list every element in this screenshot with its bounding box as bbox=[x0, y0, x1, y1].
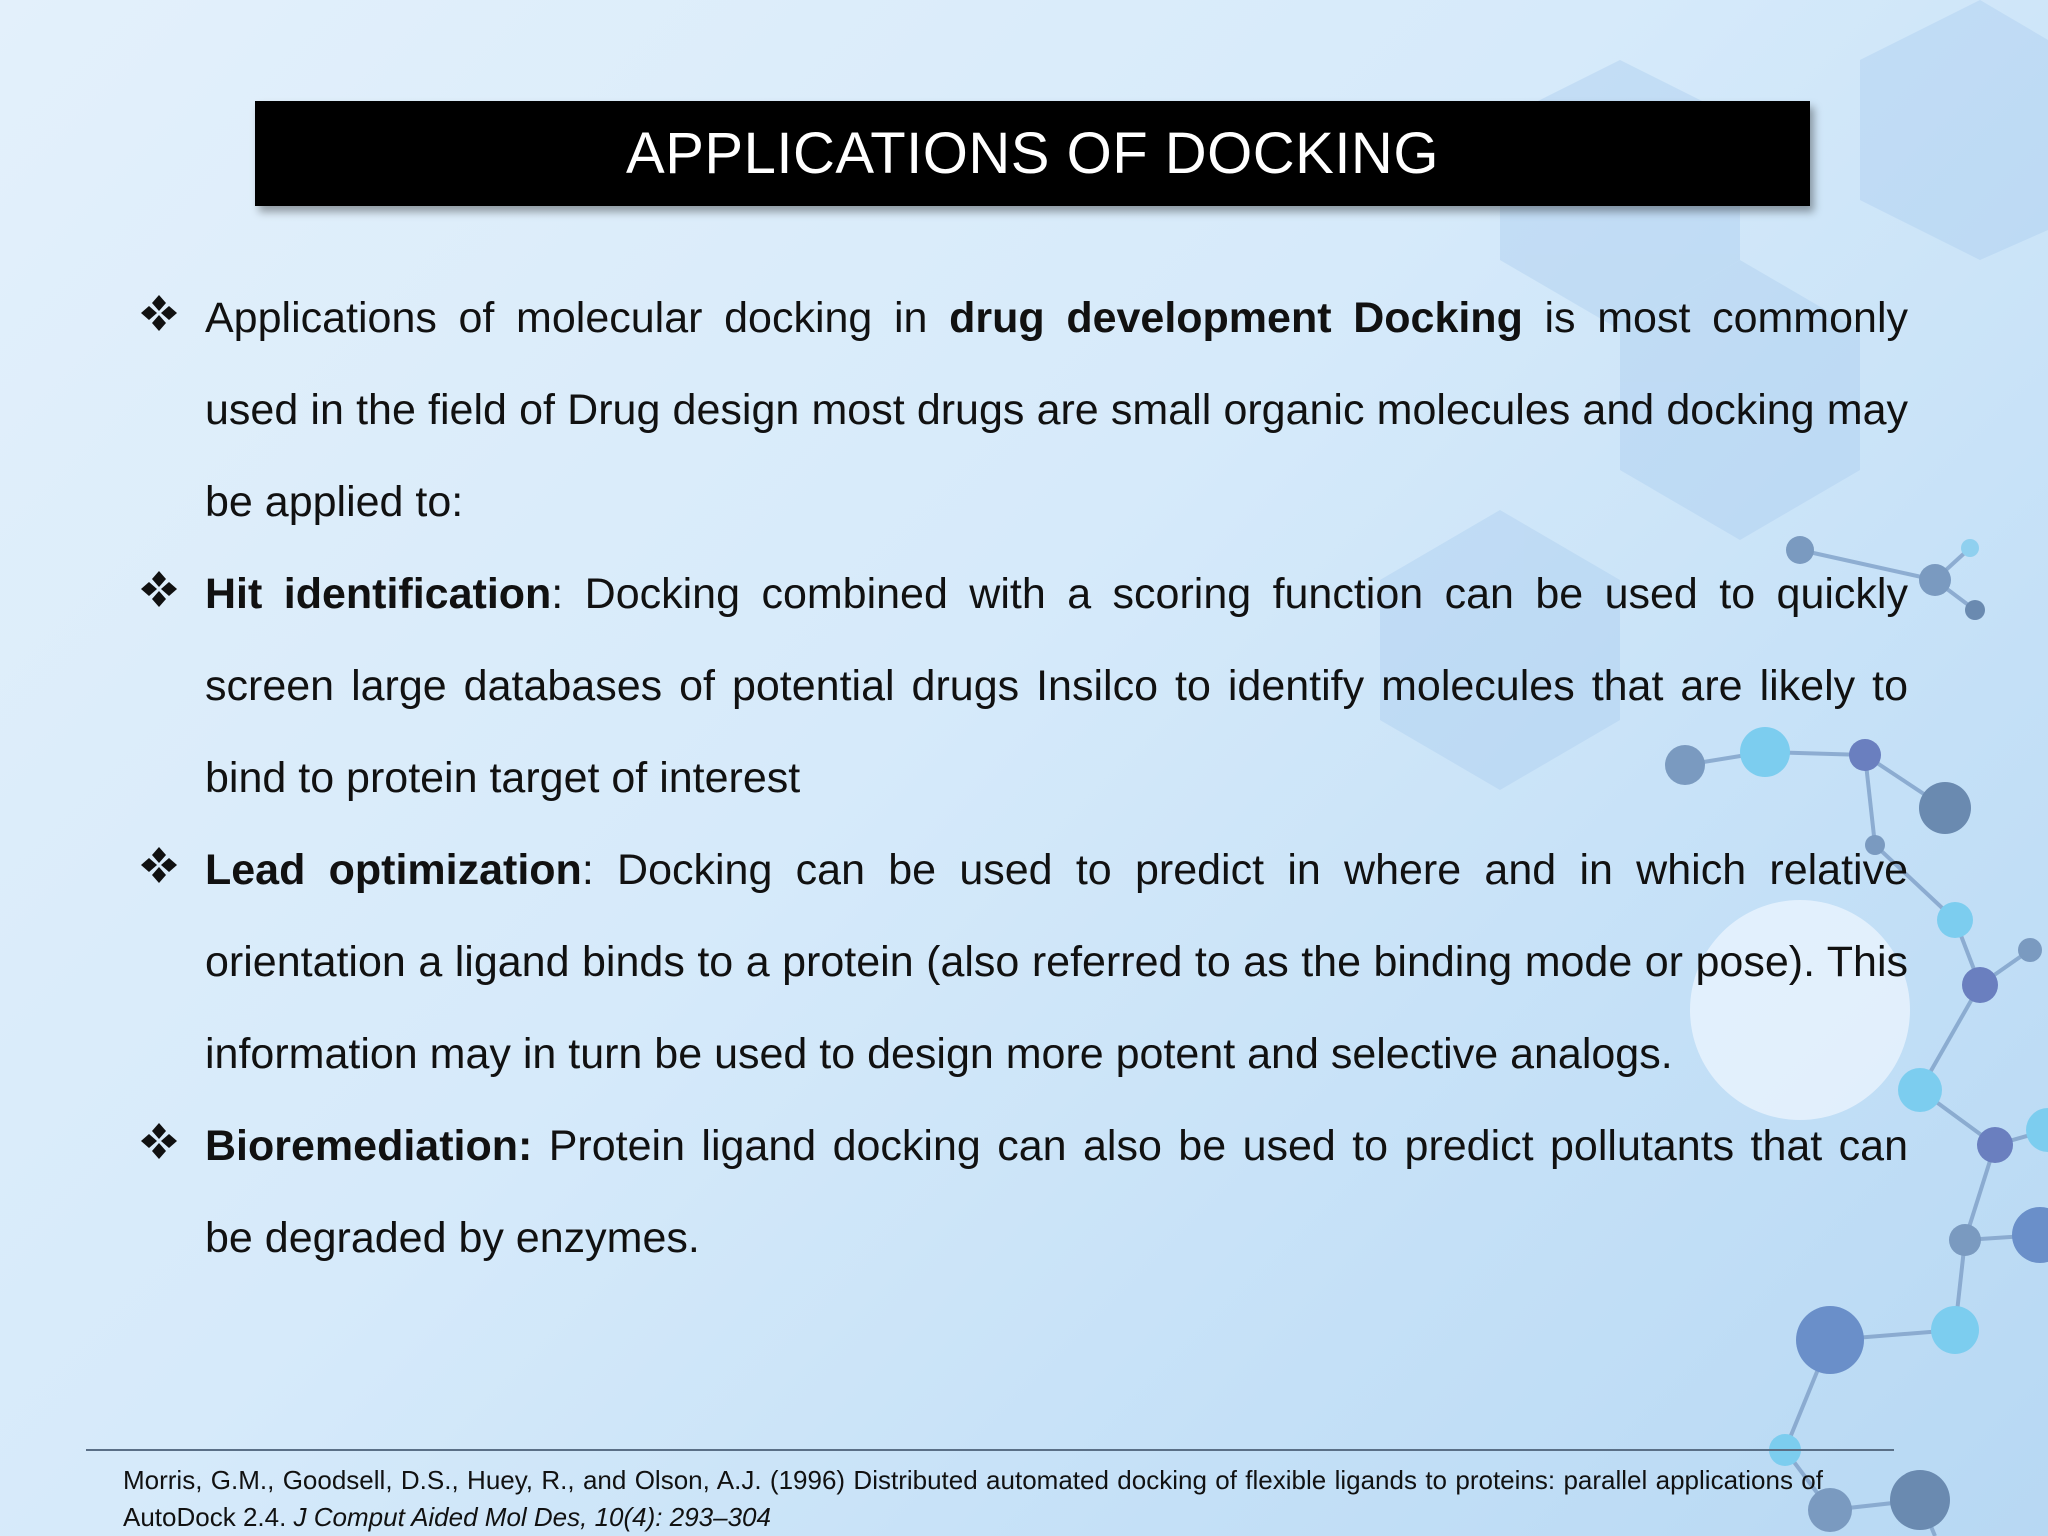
bullet-bold-term: drug development Docking bbox=[949, 294, 1523, 342]
bullet-text: Protein ligand docking can also be used to predict pollutants that can be degraded by enzymes. bbox=[205, 1122, 1908, 1262]
bullet-text: : Docking can be used to predict in where and in which relative orientation a ligand binds to a protein (also referred to as the binding mode or pose). This information may in turn be used to design more potent and selective analogs. bbox=[205, 846, 1908, 1078]
bullet-text: Applications of molecular docking in bbox=[205, 294, 950, 342]
diamond-bullet-icon bbox=[140, 294, 178, 332]
bullet-bold-term: Lead optimization bbox=[205, 846, 582, 894]
slide-title: APPLICATIONS OF DOCKING bbox=[626, 121, 1439, 186]
diamond-bullet-icon bbox=[140, 570, 178, 608]
diamond-bullet-icon bbox=[140, 1122, 178, 1160]
diamond-bullet-icon bbox=[140, 846, 178, 884]
citation-reference bbox=[123, 1462, 1823, 1536]
slide-title-bar bbox=[255, 101, 1810, 206]
bullet-bold-term: Bioremediation: bbox=[205, 1122, 533, 1170]
citation-text: Morris, G.M., Goodsell, D.S., Huey, R., and Olson, A.J. (1996) Distributed automated docking of flexible ligands to proteins: parallel applications of AutoDock 2.4. bbox=[123, 1465, 1823, 1532]
bullet-list bbox=[140, 272, 1908, 1284]
bullet-text: is most commonly used in the field of Drug design most drugs are small organic molecules and docking may be applied to: bbox=[205, 294, 1909, 526]
bullet-text: : Docking combined with a scoring function can be used to quickly screen large databases of potential drugs Insilco to identify molecules that are likely to bind to protein target of interest bbox=[205, 570, 1908, 802]
citation-journal: J Comput Aided Mol Des, 10(4): 293–304 bbox=[293, 1502, 771, 1532]
footer-divider bbox=[86, 1449, 1894, 1451]
bullet-bold-term: Hit identification bbox=[205, 570, 552, 618]
bullet-item bbox=[140, 1100, 1908, 1284]
bullet-item bbox=[140, 272, 1908, 548]
bullet-item bbox=[140, 824, 1908, 1100]
bullet-item bbox=[140, 548, 1908, 824]
